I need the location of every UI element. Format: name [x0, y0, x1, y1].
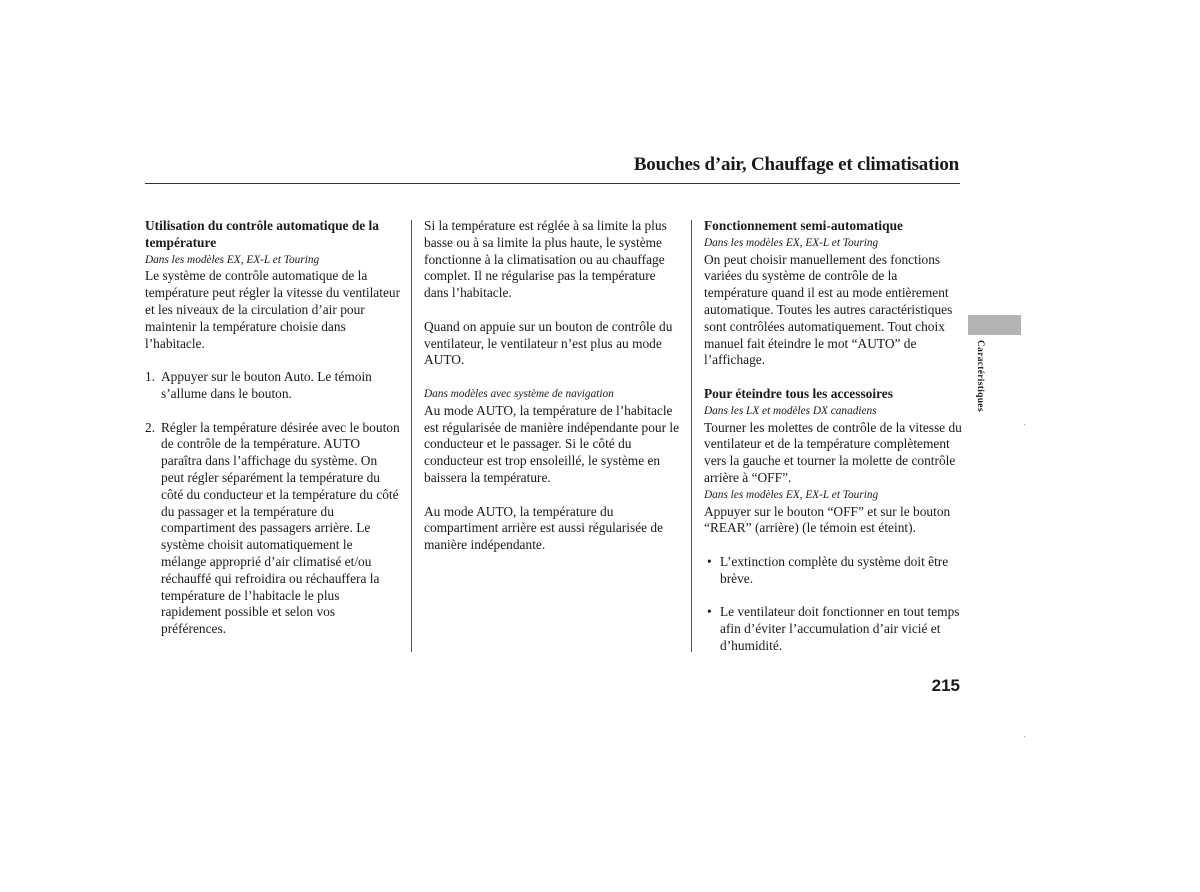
column-3: [704, 218, 962, 655]
paragraph: Quand on appuie sur un bouton de contrôle du ventilateur, le ventilateur n’est plus au mode AUTO.: [424, 318, 673, 368]
step-text: Régler la température désirée avec le bouton de contrôle de la température. AUTO paraîtra dans l’affichage du système. On peut régler séparément la température du côté du conducteur et la température du côté du passager et la température du compartiment des passagers arrière. Le système choisit automatiquement le mélange approprié d’air climatisé et/ou réchauffé qui refroidira ou réchauffera la température de l’habitacle le plus rapidement possible et selon vos préférences.: [161, 419, 400, 637]
bullet-text: Le ventilateur doit fonctionner en tout temps afin d’éviter l’accumulation d’air vicié et d’humidité.: [720, 604, 960, 653]
page-title: Bouches d’air, Chauffage et climatisation: [633, 154, 959, 175]
bullet-item: [704, 604, 962, 654]
paragraph: Appuyer sur le bouton “OFF” et sur le bouton “REAR” (arrière) (le témoin est éteint).: [704, 503, 951, 536]
step-2: [145, 420, 401, 638]
section-heading-auto-control: Utilisation du contrôle automatique de la température: [145, 218, 379, 250]
intro-paragraph: Le système de contrôle automatique de la température peut régler la vitesse du ventilateur et les niveaux de la circulation d’air pour maintenir la température choisie dans l’habitacle.: [145, 268, 401, 351]
column-1: [145, 218, 401, 638]
bullet-icon: •: [707, 604, 712, 620]
model-note: Dans les modèles EX, EX-L et Touring: [704, 488, 879, 501]
paragraph: On peut choisir manuellement des fonctions variées du système de contrôle de la température quand il est au mode entièrement automatique. Toutes les autres caractéristiques sont contrôlées automatiquement. Tout choix manuel fait éteindre le mot “AUTO” de l’affichage.: [704, 251, 953, 368]
column-2: [424, 218, 682, 554]
scan-speck: [1024, 736, 1025, 737]
bullet-item: [704, 554, 962, 588]
column-divider: [691, 220, 692, 652]
scan-speck: [1024, 424, 1025, 425]
step-number: 2.: [145, 419, 156, 435]
step-number: 1.: [145, 369, 156, 385]
page-number: 215: [931, 676, 960, 695]
paragraph: Tourner les molettes de contrôle de la vitesse du ventilateur et de la température complètement vers la gauche et tourner la molette de contrôle arrière à “OFF”.: [704, 419, 962, 485]
section-heading-semi-auto: Fonctionnement semi-automatique: [704, 218, 903, 233]
step-text: Appuyer sur le bouton Auto. Le témoin s’allume dans le bouton.: [161, 369, 372, 401]
paragraph: Au mode AUTO, la température du compartiment arrière est aussi régularisée de manière indépendante.: [424, 503, 664, 553]
section-heading-turn-off: Pour éteindre tous les accessoires: [704, 385, 893, 401]
title-rule: [145, 183, 960, 184]
bullet-icon: •: [707, 553, 712, 569]
model-note: Dans les modèles EX, EX-L et Touring: [704, 236, 879, 249]
section-tab: [968, 315, 1021, 335]
column-divider: [411, 220, 412, 652]
model-note: Dans les LX et modèles DX canadiens: [704, 404, 877, 417]
bullet-text: L’extinction complète du système doit être brève.: [720, 553, 949, 586]
model-note: Dans modèles avec système de navigation: [424, 387, 614, 400]
step-1: [145, 369, 401, 403]
paragraph: Si la température est réglée à sa limite la plus basse ou à sa limite la plus haute, le système fonctionne à la climatisation ou au chauffage complet. Il ne régularise pas la température dans l’habitacle.: [424, 218, 667, 301]
paragraph: Au mode AUTO, la température de l’habitacle est régularisée de manière indépendante pour le conducteur et le passager. Si le côté du conducteur est trop ensoleillé, le système en baissera la température.: [424, 402, 680, 485]
section-tab-label: Caractéristiques: [975, 340, 985, 412]
model-note: Dans les modèles EX, EX-L et Touring: [145, 253, 320, 266]
